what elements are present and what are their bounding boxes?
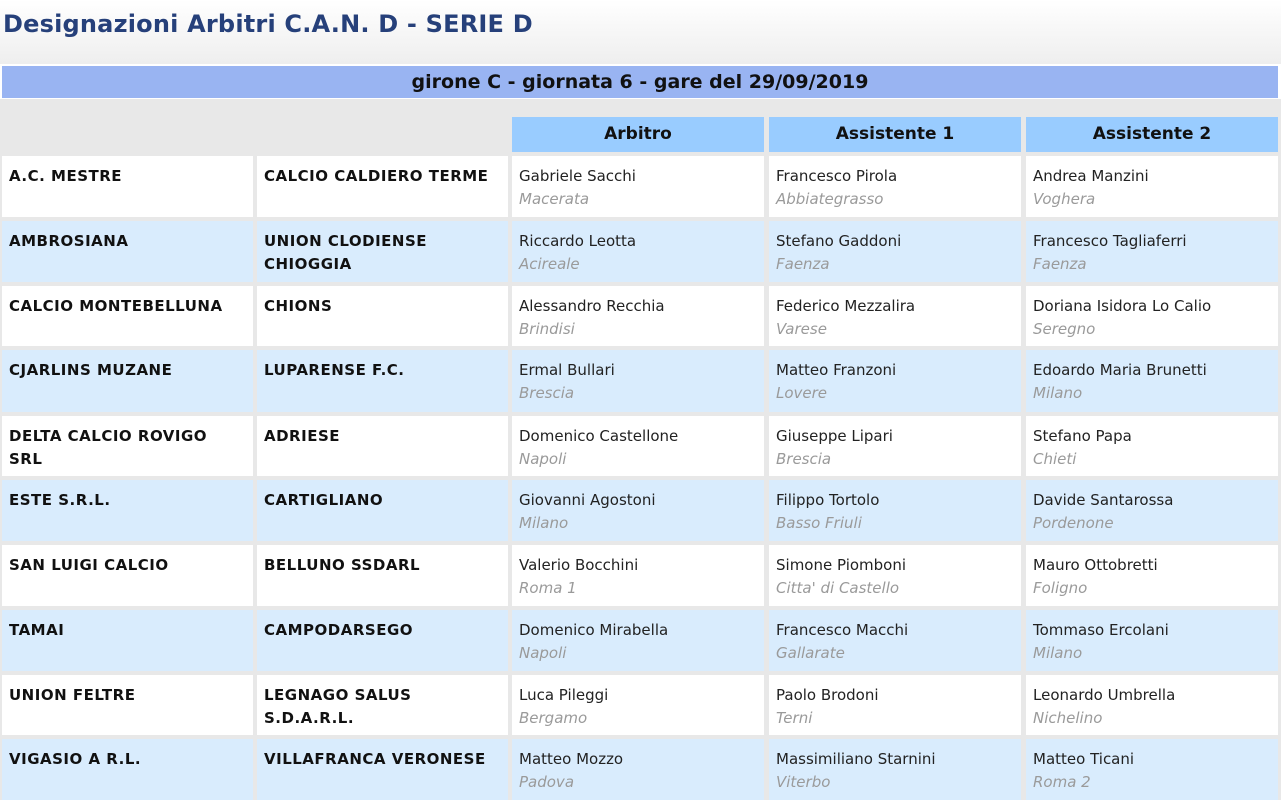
assistant-2-cell	[1026, 480, 1278, 541]
home-team: VIGASIO A R.L.	[2, 739, 253, 800]
table-row	[0, 675, 1281, 735]
away-team: LEGNAGO SALUS S.D.A.R.L.	[257, 675, 508, 735]
referee-city: Acireale	[519, 255, 580, 273]
assistant-2-city: Pordenone	[1033, 514, 1114, 532]
home-team: SAN LUIGI CALCIO	[2, 545, 253, 606]
assistant-2-city: Seregno	[1033, 320, 1096, 338]
assistant-2-name: Francesco Tagliaferri	[1033, 232, 1187, 250]
assistant-1-name: Massimiliano Starnini	[776, 750, 936, 768]
home-team: A.C. MESTRE	[2, 156, 253, 217]
referee-cell	[512, 350, 764, 412]
assistant-2-city: Faenza	[1033, 255, 1087, 273]
assistant-2-city: Milano	[1033, 644, 1083, 662]
assistant-1-city: Citta' di Castello	[776, 579, 900, 597]
table-row	[0, 350, 1281, 412]
referee-cell	[512, 416, 764, 476]
referee-name: Ermal Bullari	[519, 361, 615, 379]
assistant-1-city: Basso Friuli	[776, 514, 862, 532]
assistant-2-cell	[1026, 675, 1278, 735]
assistant-1-cell	[769, 416, 1021, 476]
table-row	[0, 286, 1281, 346]
home-team: DELTA CALCIO ROVIGO SRL	[2, 416, 253, 476]
assistant-2-city: Roma 2	[1033, 773, 1091, 791]
assistant-1-city: Faenza	[776, 255, 830, 273]
header-assistente-2: Assistente 2	[1026, 117, 1278, 152]
assistant-1-name: Simone Piomboni	[776, 556, 907, 574]
assistant-2-name: Edoardo Maria Brunetti	[1033, 361, 1207, 379]
away-team: UNION CLODIENSE CHIOGGIA	[257, 221, 508, 282]
assistant-1-cell	[769, 675, 1021, 735]
assistant-1-name: Paolo Brodoni	[776, 686, 879, 704]
assistant-1-cell	[769, 221, 1021, 282]
referee-name: Domenico Mirabella	[519, 621, 669, 639]
assistant-1-name: Francesco Macchi	[776, 621, 909, 639]
assistant-2-name: Leonardo Umbrella	[1033, 686, 1176, 704]
assistant-1-cell	[769, 739, 1021, 800]
home-team: AMBROSIANA	[2, 221, 253, 282]
assistant-1-city: Lovere	[776, 384, 828, 402]
referee-cell	[512, 545, 764, 606]
referee-name: Luca Pileggi	[519, 686, 609, 704]
assistant-1-name: Francesco Pirola	[776, 167, 898, 185]
assistant-2-city: Milano	[1033, 384, 1083, 402]
assistant-1-name: Giuseppe Lipari	[776, 427, 893, 445]
referee-city: Macerata	[519, 190, 590, 208]
assistant-1-name: Matteo Franzoni	[776, 361, 897, 379]
assistant-1-city: Terni	[776, 709, 813, 727]
referee-city: Napoli	[519, 450, 567, 468]
table-row	[0, 610, 1281, 671]
assistant-2-cell	[1026, 545, 1278, 606]
page-title: Designazioni Arbitri C.A.N. D - SERIE D	[3, 10, 533, 38]
referee-name: Alessandro Recchia	[519, 297, 665, 315]
referee-cell	[512, 286, 764, 346]
referee-city: Padova	[519, 773, 575, 791]
assistant-2-name: Stefano Papa	[1033, 427, 1132, 445]
assistant-1-city: Viterbo	[776, 773, 831, 791]
assistant-2-name: Andrea Manzini	[1033, 167, 1149, 185]
assistant-2-name: Tommaso Ercolani	[1033, 621, 1169, 639]
home-team: TAMAI	[2, 610, 253, 671]
round-banner: girone C - giornata 6 - gare del 29/09/2019	[2, 66, 1278, 98]
referee-cell	[512, 156, 764, 217]
home-team: CALCIO MONTEBELLUNA	[2, 286, 253, 346]
assistant-2-city: Chieti	[1033, 450, 1077, 468]
assistant-1-city: Abbiategrasso	[776, 190, 884, 208]
referee-city: Milano	[519, 514, 569, 532]
header-assistente-1: Assistente 1	[769, 117, 1021, 152]
page-header	[0, 0, 1281, 64]
assistant-1-cell	[769, 286, 1021, 346]
referee-name: Riccardo Leotta	[519, 232, 637, 250]
assistant-2-cell	[1026, 221, 1278, 282]
away-team: BELLUNO SSDARL	[257, 545, 508, 606]
table-row	[0, 739, 1281, 800]
assistant-1-city: Gallarate	[776, 644, 845, 662]
away-team: LUPARENSE F.C.	[257, 350, 508, 412]
assistant-2-cell	[1026, 156, 1278, 217]
home-team: UNION FELTRE	[2, 675, 253, 735]
referee-city: Bergamo	[519, 709, 588, 727]
assistant-1-city: Varese	[776, 320, 827, 338]
assistant-2-cell	[1026, 286, 1278, 346]
table-row	[0, 416, 1281, 476]
referee-city: Napoli	[519, 644, 567, 662]
away-team: VILLAFRANCA VERONESE	[257, 739, 508, 800]
assistant-2-cell	[1026, 739, 1278, 800]
referee-cell	[512, 221, 764, 282]
header-arbitro: Arbitro	[512, 117, 764, 152]
referee-name: Domenico Castellone	[519, 427, 679, 445]
table-row	[0, 545, 1281, 606]
table-row	[0, 480, 1281, 541]
home-team: CJARLINS MUZANE	[2, 350, 253, 412]
away-team: CALCIO CALDIERO TERME	[257, 156, 508, 217]
referee-city: Brindisi	[519, 320, 575, 338]
assistant-1-cell	[769, 350, 1021, 412]
table-row	[0, 221, 1281, 282]
assistant-1-cell	[769, 610, 1021, 671]
away-team: ADRIESE	[257, 416, 508, 476]
assistant-2-name: Davide Santarossa	[1033, 491, 1174, 509]
away-team: CARTIGLIANO	[257, 480, 508, 541]
referee-cell	[512, 610, 764, 671]
assistant-1-cell	[769, 545, 1021, 606]
assistant-1-city: Brescia	[776, 450, 832, 468]
away-team: CHIONS	[257, 286, 508, 346]
assistant-2-name: Matteo Ticani	[1033, 750, 1135, 768]
referee-city: Roma 1	[519, 579, 577, 597]
away-team: CAMPODARSEGO	[257, 610, 508, 671]
referee-cell	[512, 739, 764, 800]
home-team: ESTE S.R.L.	[2, 480, 253, 541]
assistant-2-cell	[1026, 350, 1278, 412]
assistant-1-name: Federico Mezzalira	[776, 297, 916, 315]
assistant-2-name: Mauro Ottobretti	[1033, 556, 1158, 574]
assistant-2-city: Nichelino	[1033, 709, 1103, 727]
referee-cell	[512, 480, 764, 541]
referee-name: Gabriele Sacchi	[519, 167, 636, 185]
assistant-1-cell	[769, 480, 1021, 541]
assistant-2-cell	[1026, 416, 1278, 476]
designations-table	[0, 99, 1281, 800]
assistant-2-name: Doriana Isidora Lo Calio	[1033, 297, 1212, 315]
referee-city: Brescia	[519, 384, 575, 402]
assistant-1-name: Stefano Gaddoni	[776, 232, 902, 250]
referee-name: Giovanni Agostoni	[519, 491, 656, 509]
referee-cell	[512, 675, 764, 735]
assistant-1-cell	[769, 156, 1021, 217]
referee-name: Valerio Bocchini	[519, 556, 639, 574]
table-row	[0, 156, 1281, 217]
referee-name: Matteo Mozzo	[519, 750, 624, 768]
assistant-2-cell	[1026, 610, 1278, 671]
assistant-1-name: Filippo Tortolo	[776, 491, 880, 509]
assistant-2-city: Voghera	[1033, 190, 1096, 208]
assistant-2-city: Foligno	[1033, 579, 1088, 597]
